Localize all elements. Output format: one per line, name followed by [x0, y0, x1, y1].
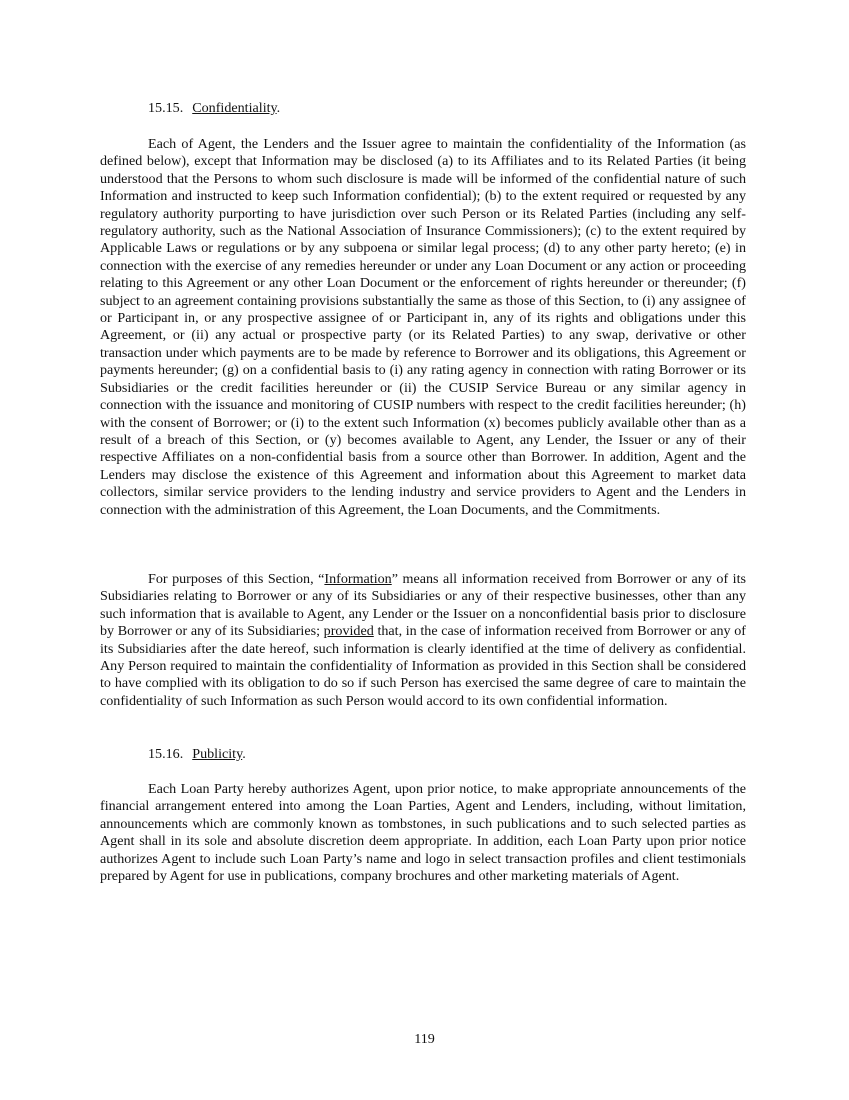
section-title: Confidentiality	[192, 100, 277, 116]
section-title-period: .	[242, 746, 246, 762]
definition-text-1: For purposes of this Section, “	[148, 571, 325, 587]
section-number: 15.16.	[148, 746, 184, 762]
section-heading-publicity	[148, 746, 246, 763]
section-number: 15.15.	[148, 100, 184, 116]
proviso-term-provided: provided	[323, 623, 374, 640]
information-definition-paragraph	[100, 571, 746, 710]
defined-term-information: Information	[324, 571, 392, 587]
confidentiality-paragraph: Each of Agent, the Lenders and the Issuer agree to maintain the confidentiality of the Information (as defined below), except that Information may be disclosed (a) to its Affiliates and to its Related Parties (it being understood that the Persons to whom such disclosure is made will be informed of the confidential nature of such Information and instructed to keep such Information confidential); (b) to the extent required or requested by any regulatory authority purporting to have jurisdiction over such Person or its Related Parties (including any self-regulatory authority, such as the National Association of Insurance Commissioners); (c) to the extent required by Applicable Laws or regulations or by any subpoena or similar legal process; (d) to any other party hereto; (e) in connection with the exercise of any remedies hereunder or under any Loan Document or any action or proceeding relating to this Agreement or any other Loan Document or the enforcement of rights hereunder or thereunder; (f) subject to an agreement containing provisions substantially the same as those of this Section, to (i) any assignee of or Participant in, or any prospective assignee of or Participant in, any of its rights and obligations under this Agreement, or (ii) any actual or prospective party (or its Related Parties) to any swap, derivative or other transaction under which payments are to be made by reference to Borrower and its obligations, this Agreement or payments hereunder; (g) on a confidential basis to (i) any rating agency in connection with rating Borrower or its Subsidiaries or the credit facilities hereunder or (ii) the CUSIP Service Bureau or any similar agency in connection with the issuance and monitoring of CUSIP numbers with respect to the credit facilities hereunder; (h) with the consent of Borrower; or (i) to the extent such Information (x) becomes publicly available other than as a result of a breach of this Section, or (y) becomes available to Agent, any Lender, the Issuer or any of their respective Affiliates on a non-confidential basis from a source other than Borrower. In addition, Agent and the Lenders may disclose the existence of this Agreement and information about this Agreement to market data collectors, similar service providers to the lending industry and service providers to Agent and the Lenders in connection with the administration of this Agreement, the Loan Documents, and the Commitments.	[100, 136, 746, 518]
publicity-paragraph: Each Loan Party hereby authorizes Agent, upon prior notice, to make appropriate announcements of the financial arrangement entered into among the Loan Parties, Agent and Lenders, including, without limitation, announcements which are commonly known as tombstones, in such publications and to such selected parties as Agent shall in its sole and absolute discretion deem appropriate. In addition, each Loan Party upon prior notice authorizes Agent to include such Loan Party’s name and logo in select transaction profiles and client testimonials prepared by Agent for use in publications, company brochures and other marketing materials of Agent.	[100, 781, 746, 885]
page-number: 119	[414, 1031, 435, 1047]
section-title-period: .	[276, 100, 281, 116]
definition-text-2: ” means all information received from Borrower or any of its Subsidiaries relating to Borrower or any of its Subsidiaries or any of their respective businesses, other than any such information that is available to Agent, any Lender or the Issuer on a nonconfidential basis prior to disclosure by Borrower or any of its Subsidiaries;	[100, 571, 746, 640]
section-heading-confidentiality	[148, 100, 280, 117]
definition-text-3: that, in the case of information received from Borrower or any of its Subsidiaries after the date hereof, such information is clearly identified at the time of delivery as confidential. Any Person required to maintain the confidentiality of Information as provided in this Section shall be considered to have complied with its obligation to do so if such Person has exercised the same degree of care to maintain the confidentiality of such Information as such Person would accord to its own confidential information.	[100, 623, 746, 709]
section-title: Publicity	[192, 746, 243, 762]
